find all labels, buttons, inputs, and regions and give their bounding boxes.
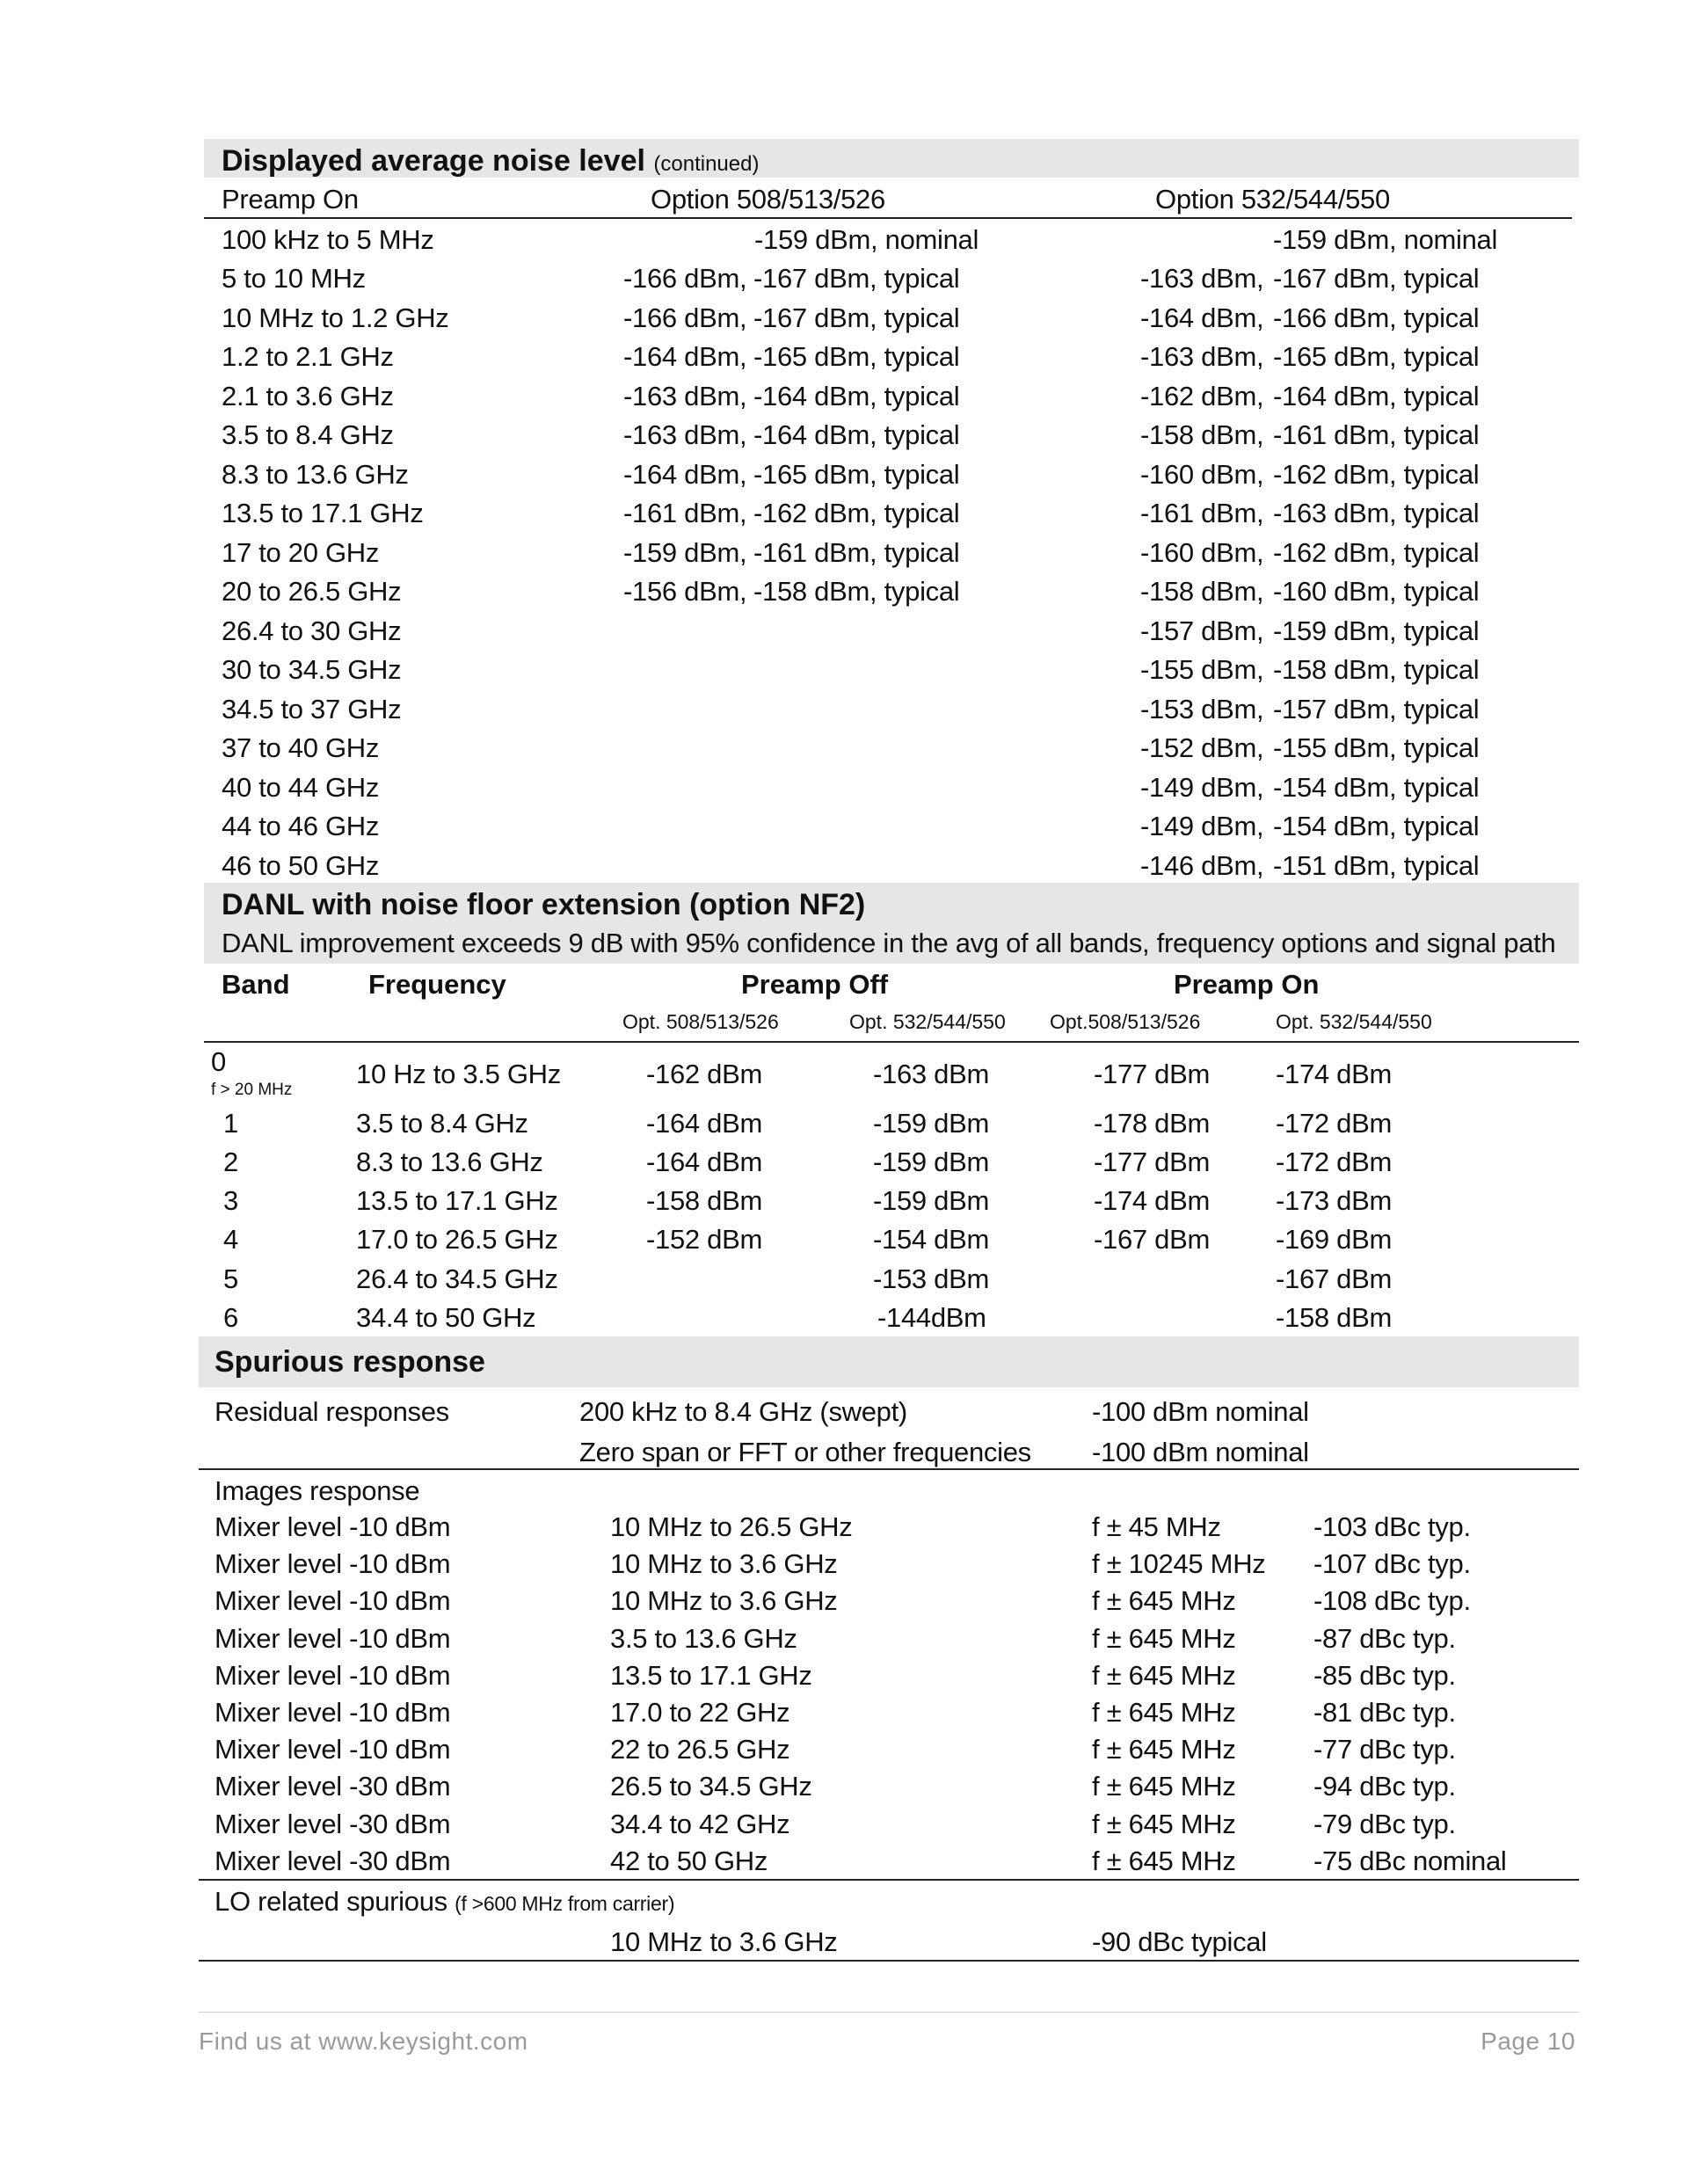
nf2-row-frequency: 13.5 to 17.1 GHz — [356, 1185, 558, 1216]
nf2-row-off-a: -162 dBm — [646, 1059, 762, 1089]
danl-row-opt-a-spec: -163 dBm, — [623, 419, 747, 450]
image-row-value: -85 dBc typ. — [1313, 1659, 1456, 1691]
danl-row-range: 17 to 20 GHz — [222, 536, 380, 568]
nf2-row-frequency: 3.5 to 8.4 GHz — [356, 1108, 528, 1139]
danl-row-range: 30 to 34.5 GHz — [222, 654, 402, 685]
nf2-row-frequency: 17.0 to 26.5 GHz — [356, 1224, 558, 1255]
danl-col-opt-a: Option 508/513/526 — [651, 184, 885, 215]
nf2-head-preamp-on: Preamp On — [1174, 969, 1320, 1000]
danl-row-opt-a-spec: -164 dBm, — [623, 341, 747, 372]
nf2-row-off-b: -159 dBm — [873, 1185, 989, 1216]
nf2-row-band: 1 — [223, 1108, 238, 1139]
image-row-value: -77 dBc typ. — [1313, 1734, 1456, 1765]
nf2-row-frequency: 8.3 to 13.6 GHz — [356, 1147, 543, 1177]
spurious-section-title: Spurious response — [215, 1345, 485, 1379]
danl-row-opt-b-spec: -160 dBm, — [1140, 458, 1264, 490]
image-row-offset: f ± 645 MHz — [1092, 1659, 1236, 1691]
image-row-value: -75 dBc nominal — [1313, 1845, 1507, 1876]
image-row-mixer-level: Mixer level -10 dBm — [215, 1697, 451, 1728]
residual-rule — [199, 1468, 1579, 1470]
nf2-row-off-b: -153 dBm — [873, 1263, 989, 1294]
danl-row-opt-b-spec: -149 dBm, — [1140, 811, 1264, 841]
danl-nominal-a: -159 dBm, nominal — [754, 224, 979, 255]
danl-row-range: 46 to 50 GHz — [222, 849, 380, 881]
image-row-offset: f ± 645 MHz — [1092, 1845, 1236, 1876]
image-row-value: -87 dBc typ. — [1313, 1622, 1456, 1654]
nf2-row-frequency: 26.4 to 34.5 GHz — [356, 1263, 558, 1294]
danl-row-opt-b-typ: -154 dBm, typical — [1273, 811, 1480, 841]
image-row-range: 13.5 to 17.1 GHz — [610, 1659, 812, 1691]
danl-row-opt-b-typ: -166 dBm, typical — [1273, 302, 1480, 333]
danl-row-opt-b-spec: -149 dBm, — [1140, 771, 1264, 803]
footer-page-number: Page 10 — [1481, 2027, 1575, 2055]
danl-row-range: 26.4 to 30 GHz — [222, 615, 402, 646]
image-row-range: 3.5 to 13.6 GHz — [610, 1622, 797, 1654]
image-row-range: 10 MHz to 26.5 GHz — [610, 1511, 853, 1542]
danl-title-suffix: (continued) — [653, 152, 760, 176]
nf2-row-on-a: -178 dBm — [1094, 1108, 1210, 1139]
nf2-sub-on-a: Opt.508/513/526 — [1050, 1010, 1201, 1033]
nf2-head-preamp-off: Preamp Off — [741, 969, 889, 1000]
image-row-offset: f ± 645 MHz — [1092, 1585, 1236, 1617]
danl-col-opt-b: Option 532/544/550 — [1155, 184, 1390, 215]
danl-row-range: 13.5 to 17.1 GHz — [222, 498, 424, 528]
nf2-row-on-b: -172 dBm — [1276, 1108, 1392, 1139]
danl-row-range: 5 to 10 MHz — [222, 263, 366, 294]
nf2-row-off-b: -144dBm — [877, 1302, 986, 1333]
danl-row-opt-a-spec: -159 dBm, — [623, 536, 747, 568]
danl-row-opt-b-spec: -163 dBm, — [1140, 341, 1264, 372]
danl-row-opt-b-typ: -165 dBm, typical — [1273, 341, 1480, 372]
danl-row-opt-b-typ: -167 dBm, typical — [1273, 263, 1480, 294]
danl-row-opt-b-spec: -146 dBm, — [1140, 849, 1264, 881]
danl-header-rule — [204, 217, 1572, 219]
danl-nominal-range: 100 kHz to 5 MHz — [222, 224, 434, 255]
danl-row-opt-a-spec: -164 dBm, — [623, 458, 747, 490]
nf2-row-band: 3 — [223, 1185, 238, 1216]
danl-col-preamp: Preamp On — [222, 184, 359, 215]
nf2-row-on-b: -169 dBm — [1276, 1224, 1392, 1255]
nf2-row-off-a: -152 dBm — [646, 1224, 762, 1255]
danl-row-range: 10 MHz to 1.2 GHz — [222, 302, 449, 333]
danl-row-opt-a-spec: -163 dBm, — [623, 380, 747, 411]
nf2-row-on-b: -174 dBm — [1276, 1059, 1392, 1089]
nf2-row-on-a: -177 dBm — [1094, 1059, 1210, 1089]
nf2-row-frequency: 34.4 to 50 GHz — [356, 1302, 536, 1333]
danl-row-range: 37 to 40 GHz — [222, 732, 380, 763]
nf2-row-band: 5 — [223, 1263, 238, 1294]
danl-row-opt-b-spec: -161 dBm, — [1140, 498, 1264, 528]
images-label: Images response — [215, 1475, 420, 1506]
nf2-row-off-b: -163 dBm — [873, 1059, 989, 1089]
nf2-row-on-b: -167 dBm — [1276, 1263, 1392, 1294]
image-row-offset: f ± 645 MHz — [1092, 1697, 1236, 1728]
danl-row-opt-b-typ: -162 dBm, typical — [1273, 536, 1480, 568]
image-row-value: -79 dBc typ. — [1313, 1808, 1456, 1839]
danl-row-opt-b-typ: -160 dBm, typical — [1273, 576, 1480, 607]
nf2-row-on-b: -158 dBm — [1276, 1302, 1392, 1333]
image-row-value: -107 dBc typ. — [1313, 1548, 1471, 1580]
danl-row-opt-b-typ: -151 dBm, typical — [1273, 849, 1480, 881]
danl-row-opt-b-spec: -155 dBm, — [1140, 654, 1264, 685]
image-row-offset: f ± 45 MHz — [1092, 1511, 1221, 1542]
danl-row-opt-a-typ: -167 dBm, typical — [753, 263, 960, 294]
lo-spurious-rule — [199, 1960, 1579, 1962]
danl-row-opt-a-typ: -164 dBm, typical — [753, 419, 960, 450]
nf2-row-off-b: -159 dBm — [873, 1108, 989, 1139]
danl-row-opt-b-typ: -163 dBm, typical — [1273, 498, 1480, 528]
danl-row-opt-a-typ: -165 dBm, typical — [753, 341, 960, 372]
image-row-offset: f ± 645 MHz — [1092, 1734, 1236, 1765]
danl-row-opt-b-spec: -160 dBm, — [1140, 536, 1264, 568]
residual-value-0: -100 dBm nominal — [1092, 1396, 1309, 1427]
danl-row-opt-b-typ: -164 dBm, typical — [1273, 380, 1480, 411]
nf2-row-on-a: -177 dBm — [1094, 1147, 1210, 1177]
danl-section-title: Displayed average noise level (continued) — [222, 144, 760, 178]
danl-row-opt-b-spec: -152 dBm, — [1140, 732, 1264, 763]
nf2-head-frequency: Frequency — [368, 969, 506, 1000]
danl-row-opt-b-typ: -162 dBm, typical — [1273, 458, 1480, 490]
nf2-row-off-a: -164 dBm — [646, 1147, 762, 1177]
nf2-row-off-b: -154 dBm — [873, 1224, 989, 1255]
image-row-range: 10 MHz to 3.6 GHz — [610, 1585, 838, 1617]
image-row-mixer-level: Mixer level -10 dBm — [215, 1548, 451, 1580]
danl-row-range: 20 to 26.5 GHz — [222, 576, 402, 607]
danl-row-opt-b-spec: -157 dBm, — [1140, 615, 1264, 646]
danl-row-opt-a-spec: -161 dBm, — [623, 498, 747, 528]
danl-row-opt-b-spec: -153 dBm, — [1140, 693, 1264, 724]
danl-row-opt-b-spec: -158 dBm, — [1140, 576, 1264, 607]
lo-spurious-label: LO related spurious (f >600 MHz from carrier) — [215, 1886, 675, 1917]
image-row-mixer-level: Mixer level -30 dBm — [215, 1845, 451, 1876]
nf2-row-off-a: -164 dBm — [646, 1108, 762, 1139]
nf2-note: DANL improvement exceeds 9 dB with 95% confidence in the avg of all bands, frequency options and signal path — [222, 928, 1556, 958]
nf2-row-band: 2 — [223, 1147, 238, 1177]
danl-row-opt-b-spec: -162 dBm, — [1140, 380, 1264, 411]
image-row-mixer-level: Mixer level -30 dBm — [215, 1808, 451, 1839]
image-row-offset: f ± 10245 MHz — [1092, 1548, 1266, 1580]
footer-website[interactable]: Find us at www.keysight.com — [199, 2027, 528, 2055]
lo-spurious-note: (f >600 MHz from carrier) — [455, 1892, 675, 1915]
danl-row-opt-a-typ: -165 dBm, typical — [753, 458, 960, 490]
image-row-mixer-level: Mixer level -10 dBm — [215, 1734, 451, 1765]
image-row-range: 17.0 to 22 GHz — [610, 1697, 790, 1728]
danl-row-range: 8.3 to 13.6 GHz — [222, 458, 409, 490]
nf2-row-band: 0 — [211, 1046, 226, 1077]
nf2-row-frequency: 10 Hz to 3.5 GHz — [356, 1059, 561, 1089]
nf2-row-off-a: -158 dBm — [646, 1185, 762, 1216]
image-row-offset: f ± 645 MHz — [1092, 1771, 1236, 1802]
nf2-row-band: 4 — [223, 1224, 238, 1255]
danl-row-range: 44 to 46 GHz — [222, 811, 380, 841]
danl-row-opt-b-spec: -164 dBm, — [1140, 302, 1264, 333]
image-row-mixer-level: Mixer level -30 dBm — [215, 1771, 451, 1802]
image-row-range: 10 MHz to 3.6 GHz — [610, 1548, 838, 1580]
nf2-band0-note: f > 20 MHz — [211, 1081, 293, 1099]
nf2-header-rule — [204, 1041, 1579, 1043]
danl-row-opt-b-typ: -154 dBm, typical — [1273, 771, 1480, 803]
image-row-mixer-level: Mixer level -10 dBm — [215, 1511, 451, 1542]
nf2-head-band: Band — [222, 969, 290, 1000]
residual-range-0: 200 kHz to 8.4 GHz (swept) — [579, 1396, 907, 1427]
danl-row-opt-a-typ: -162 dBm, typical — [753, 498, 960, 528]
image-row-value: -108 dBc typ. — [1313, 1585, 1471, 1617]
nf2-row-band: 6 — [223, 1302, 238, 1333]
nf2-sub-off-a: Opt. 508/513/526 — [622, 1010, 779, 1033]
nf2-row-on-b: -172 dBm — [1276, 1147, 1392, 1177]
nf2-row-on-a: -167 dBm — [1094, 1224, 1210, 1255]
image-row-range: 26.5 to 34.5 GHz — [610, 1771, 812, 1802]
danl-row-range: 3.5 to 8.4 GHz — [222, 419, 394, 450]
lo-spurious-range: 10 MHz to 3.6 GHz — [610, 1926, 838, 1957]
image-row-mixer-level: Mixer level -10 dBm — [215, 1622, 451, 1654]
danl-row-range: 34.5 to 37 GHz — [222, 693, 402, 724]
lo-spurious-value: -90 dBc typical — [1092, 1926, 1267, 1957]
image-row-offset: f ± 645 MHz — [1092, 1622, 1236, 1654]
danl-row-opt-b-typ: -157 dBm, typical — [1273, 693, 1480, 724]
danl-row-opt-a-spec: -156 dBm, — [623, 576, 747, 607]
nf2-row-on-a: -174 dBm — [1094, 1185, 1210, 1216]
image-row-value: -94 dBc typ. — [1313, 1771, 1456, 1802]
image-row-value: -81 dBc typ. — [1313, 1697, 1456, 1728]
residual-range-1: Zero span or FFT or other frequencies — [579, 1437, 1031, 1467]
danl-row-range: 2.1 to 3.6 GHz — [222, 380, 394, 411]
nf2-row-on-b: -173 dBm — [1276, 1185, 1392, 1216]
images-rule — [199, 1879, 1579, 1881]
danl-row-opt-b-typ: -158 dBm, typical — [1273, 654, 1480, 685]
image-row-range: 42 to 50 GHz — [610, 1845, 768, 1876]
nf2-sub-off-b: Opt. 532/544/550 — [849, 1010, 1006, 1033]
nf2-row-off-b: -159 dBm — [873, 1147, 989, 1177]
image-row-offset: f ± 645 MHz — [1092, 1808, 1236, 1839]
danl-row-opt-b-typ: -159 dBm, typical — [1273, 615, 1480, 646]
danl-row-opt-a-typ: -167 dBm, typical — [753, 302, 960, 333]
nf2-section-title: DANL with noise floor extension (option NF2) — [222, 888, 866, 921]
nf2-sub-on-b: Opt. 532/544/550 — [1276, 1010, 1432, 1033]
danl-row-opt-a-spec: -166 dBm, — [623, 302, 747, 333]
danl-row-opt-a-typ: -161 dBm, typical — [753, 536, 960, 568]
danl-nominal-b: -159 dBm, nominal — [1273, 224, 1498, 255]
danl-row-range: 40 to 44 GHz — [222, 771, 380, 803]
image-row-value: -103 dBc typ. — [1313, 1511, 1471, 1542]
danl-row-opt-b-typ: -155 dBm, typical — [1273, 732, 1480, 763]
image-row-mixer-level: Mixer level -10 dBm — [215, 1585, 451, 1617]
danl-row-opt-a-spec: -166 dBm, — [623, 263, 747, 294]
residual-value-1: -100 dBm nominal — [1092, 1437, 1309, 1467]
image-row-range: 22 to 26.5 GHz — [610, 1734, 790, 1765]
image-row-range: 34.4 to 42 GHz — [610, 1808, 790, 1839]
footer-rule — [199, 2012, 1579, 2013]
residual-label: Residual responses — [215, 1396, 449, 1427]
danl-row-opt-b-spec: -163 dBm, — [1140, 263, 1264, 294]
danl-row-range: 1.2 to 2.1 GHz — [222, 341, 394, 372]
danl-row-opt-b-spec: -158 dBm, — [1140, 419, 1264, 450]
danl-row-opt-a-typ: -164 dBm, typical — [753, 380, 960, 411]
danl-row-opt-a-typ: -158 dBm, typical — [753, 576, 960, 607]
danl-row-opt-b-typ: -161 dBm, typical — [1273, 419, 1480, 450]
image-row-mixer-level: Mixer level -10 dBm — [215, 1659, 451, 1691]
